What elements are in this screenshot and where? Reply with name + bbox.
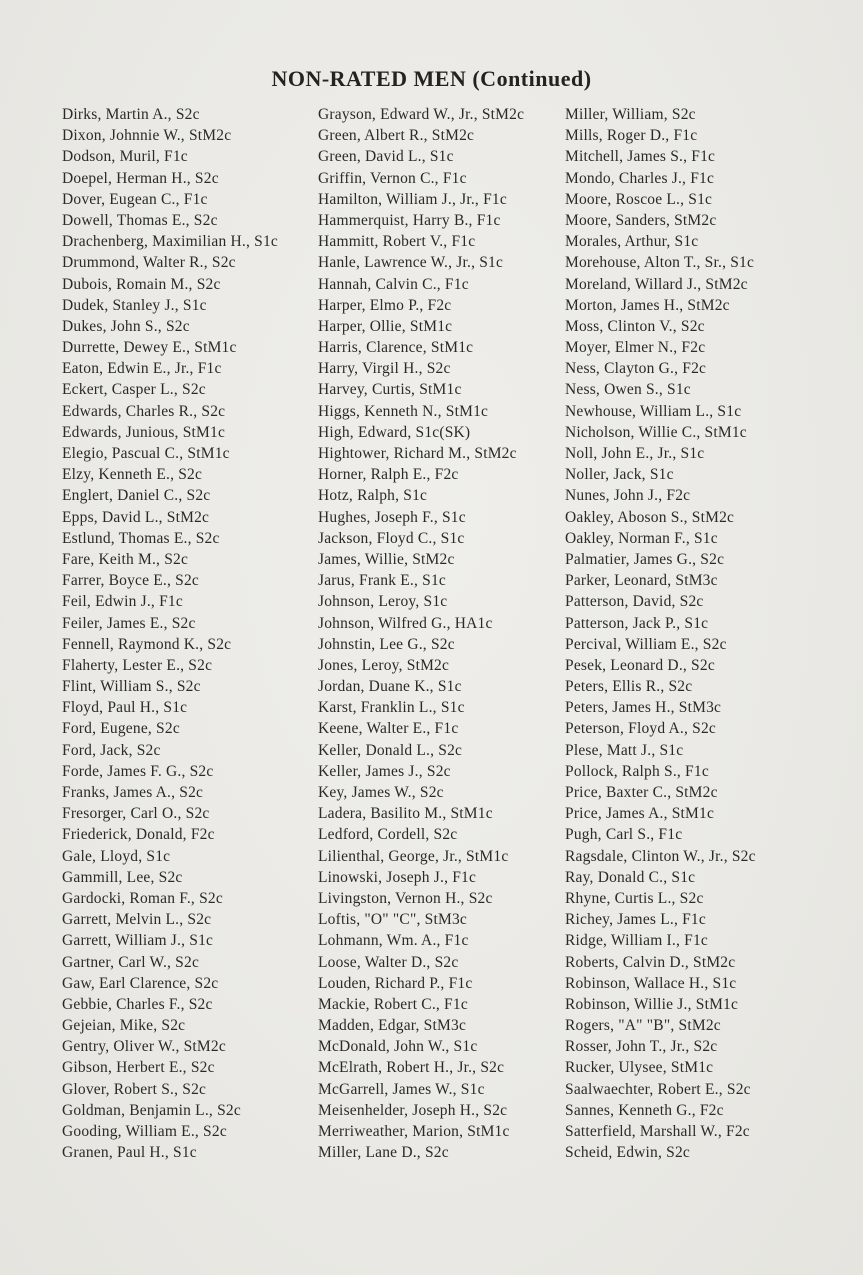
roster-entry: Keene, Walter E., F1c — [318, 720, 459, 738]
roster-entry: Palmatier, James G., S2c — [565, 550, 725, 568]
page-title: NON-RATED MEN (Continued) — [271, 66, 592, 91]
roster-entry: Johnstin, Lee G., S2c — [318, 635, 455, 653]
roster-entry: Gibson, Herbert E., S2c — [62, 1059, 215, 1077]
roster-entry: Ness, Owen S., S1c — [565, 381, 691, 399]
roster-entry: Harper, Ollie, StM1c — [318, 317, 453, 335]
roster-entry: Feil, Edwin J., F1c — [62, 593, 183, 611]
roster-entry: Moore, Roscoe L., S1c — [565, 190, 713, 208]
roster-entry: Moore, Sanders, StM2c — [565, 211, 717, 229]
roster-entry: Ness, Clayton G., F2c — [565, 360, 707, 378]
roster-column-2 — [318, 104, 565, 1163]
roster-entry: Sannes, Kenneth G., F2c — [565, 1101, 724, 1119]
roster-entry: Scheid, Edwin, S2c — [565, 1144, 691, 1162]
roster-entry: Madden, Edgar, StM3c — [318, 1017, 467, 1035]
roster-entry: Dukes, John S., S2c — [62, 317, 190, 335]
roster-entry: Pugh, Carl S., F1c — [565, 826, 683, 844]
roster-entry: Moyer, Elmer N., F2c — [565, 339, 706, 357]
roster-entry: Hotz, Ralph, S1c — [318, 487, 428, 505]
roster-entry: McGarrell, James W., S1c — [318, 1080, 485, 1098]
roster-entry: Dowell, Thomas E., S2c — [62, 211, 218, 229]
roster-entry: Epps, David L., StM2c — [62, 508, 210, 526]
roster-entry: Nunes, John J., F2c — [565, 487, 691, 505]
roster-entry: Morales, Arthur, S1c — [565, 233, 699, 251]
roster-entry: Drachenberg, Maximilian H., S1c — [62, 233, 278, 251]
roster-entry: Patterson, Jack P., S1c — [565, 614, 709, 632]
roster-entry: Gaw, Earl Clarence, S2c — [62, 974, 219, 992]
roster-entry: Noll, John E., Jr., S1c — [565, 445, 705, 462]
roster-entry: Flint, William S., S2c — [62, 678, 201, 696]
roster-entry: Hanle, Lawrence W., Jr., S1c — [318, 254, 504, 272]
roster-entry: Pesek, Leonard D., S2c — [565, 656, 715, 674]
roster-entry: Farrer, Boyce E., S2c — [62, 572, 200, 590]
roster-entry: Plese, Matt J., S1c — [565, 741, 684, 759]
roster-entry: Miller, Lane D., S2c — [318, 1144, 449, 1162]
roster-entry: Edwards, Charles R., S2c — [62, 402, 226, 420]
roster-entry: Rogers, "A" "B", StM2c — [565, 1017, 721, 1035]
roster-entry: Loose, Walter D., S2c — [318, 953, 459, 971]
roster-entry: Griffin, Vernon C., F1c — [318, 169, 467, 187]
roster-entry: Dixon, Johnnie W., StM2c — [62, 127, 232, 145]
roster-entry: Gentry, Oliver W., StM2c — [62, 1038, 226, 1056]
roster-entry: Granen, Paul H., S1c — [62, 1144, 197, 1162]
roster-entry: Mills, Roger D., F1c — [565, 127, 698, 145]
roster-columns — [62, 104, 823, 1163]
roster-entry: Nicholson, Willie C., StM1c — [565, 423, 747, 441]
roster-entry: Hammerquist, Harry B., F1c — [318, 211, 501, 229]
roster-entry: Eaton, Edwin E., Jr., F1c — [62, 360, 222, 378]
roster-entry: Jackson, Floyd C., S1c — [318, 529, 465, 547]
roster-entry: Hightower, Richard M., StM2c — [318, 445, 517, 462]
roster-entry: Ridge, William I., F1c — [565, 932, 708, 950]
roster-entry: Gooding, William E., S2c — [62, 1123, 227, 1140]
roster-entry: James, Willie, StM2c — [318, 550, 455, 568]
roster-entry: Doepel, Herman H., S2c — [62, 169, 219, 187]
roster-entry: Peters, Ellis R., S2c — [565, 678, 693, 696]
roster-entry: Lohmann, Wm. A., F1c — [318, 932, 469, 950]
roster-entry: Karst, Franklin L., S1c — [318, 699, 465, 717]
roster-entry: Elegio, Pascual C., StM1c — [62, 445, 230, 462]
roster-entry: Robinson, Wallace H., S1c — [565, 974, 737, 992]
roster-entry: Robinson, Willie J., StM1c — [565, 995, 739, 1013]
roster-entry: Meisenhelder, Joseph H., S2c — [318, 1101, 508, 1119]
roster-entry: Ray, Donald C., S1c — [565, 868, 696, 886]
roster-entry: Oakley, Aboson S., StM2c — [565, 508, 735, 526]
roster-entry: Hammitt, Robert V., F1c — [318, 233, 476, 251]
roster-entry: Gale, Lloyd, S1c — [62, 847, 171, 865]
roster-entry: Moss, Clinton V., S2c — [565, 317, 705, 335]
roster-entry: Grayson, Edward W., Jr., StM2c — [318, 106, 525, 123]
roster-entry: Green, David L., S1c — [318, 148, 454, 166]
roster-entry: Drummond, Walter R., S2c — [62, 254, 236, 272]
roster-entry: Gardocki, Roman F., S2c — [62, 889, 223, 907]
roster-entry: Johnson, Leroy, S1c — [318, 593, 448, 611]
roster-entry: Merriweather, Marion, StM1c — [318, 1123, 510, 1140]
roster-entry: Noller, Jack, S1c — [565, 466, 674, 484]
roster-entry: Richey, James L., F1c — [565, 911, 706, 929]
roster-entry: Jones, Leroy, StM2c — [318, 656, 450, 674]
roster-entry: Rhyne, Curtis L., S2c — [565, 889, 704, 907]
roster-entry: Parker, Leonard, StM3c — [565, 572, 718, 590]
roster-entry: Garrett, Melvin L., S2c — [62, 911, 212, 929]
roster-entry: Friederick, Donald, F2c — [62, 826, 215, 844]
roster-entry: Jordan, Duane K., S1c — [318, 678, 462, 696]
roster-entry: Eckert, Casper L., S2c — [62, 381, 206, 399]
roster-entry: Peters, James H., StM3c — [565, 699, 722, 717]
roster-entry: Durrette, Dewey E., StM1c — [62, 339, 237, 357]
roster-entry: Miller, William, S2c — [565, 106, 696, 123]
roster-entry: Percival, William E., S2c — [565, 635, 727, 653]
roster-entry: Mondo, Charles J., F1c — [565, 169, 715, 187]
roster-entry: Linowski, Joseph J., F1c — [318, 868, 477, 886]
roster-entry: Louden, Richard P., F1c — [318, 974, 473, 992]
roster-entry: Rucker, Ulysee, StM1c — [565, 1059, 714, 1077]
roster-entry: Feiler, James E., S2c — [62, 614, 196, 632]
roster-entry: Garrett, William J., S1c — [62, 932, 214, 950]
roster-entry: Glover, Robert S., S2c — [62, 1080, 207, 1098]
roster-entry: Saalwaechter, Robert E., S2c — [565, 1080, 751, 1098]
roster-entry: Hamilton, William J., Jr., F1c — [318, 190, 507, 208]
roster-entry: McDonald, John W., S1c — [318, 1038, 478, 1056]
roster-entry: Hughes, Joseph F., S1c — [318, 508, 466, 526]
roster-entry: Lilienthal, George, Jr., StM1c — [318, 847, 509, 865]
roster-entry: Ledford, Cordell, S2c — [318, 826, 458, 844]
roster-entry: Keller, James J., S2c — [318, 762, 451, 780]
roster-entry: Price, Baxter C., StM2c — [565, 784, 718, 801]
roster-entry: Dover, Eugean C., F1c — [62, 190, 208, 208]
roster-entry: Satterfield, Marshall W., F2c — [565, 1123, 750, 1140]
roster-entry: Ragsdale, Clinton W., Jr., S2c — [565, 847, 756, 865]
roster-entry: Goldman, Benjamin L., S2c — [62, 1101, 241, 1119]
roster-entry: Ford, Jack, S2c — [62, 741, 161, 759]
roster-entry: Harry, Virgil H., S2c — [318, 360, 451, 378]
roster-entry: Morehouse, Alton T., Sr., S1c — [565, 254, 755, 272]
roster-entry: Loftis, "O" "C", StM3c — [318, 911, 467, 929]
roster-entry: Mackie, Robert C., F1c — [318, 995, 468, 1013]
roster-entry: Franks, James A., S2c — [62, 784, 204, 801]
roster-entry: Ford, Eugene, S2c — [62, 720, 180, 738]
roster-entry: Elzy, Kenneth E., S2c — [62, 466, 203, 484]
roster-entry: Moreland, Willard J., StM2c — [565, 275, 748, 293]
roster-entry: Key, James W., S2c — [318, 784, 444, 801]
roster-entry: Gartner, Carl W., S2c — [62, 953, 200, 971]
roster-entry: Newhouse, William L., S1c — [565, 402, 742, 420]
roster-column-3 — [565, 104, 823, 1163]
roster-entry: Roberts, Calvin D., StM2c — [565, 953, 736, 971]
roster-entry: Johnson, Wilfred G., HA1c — [318, 614, 493, 632]
roster-entry: Flaherty, Lester E., S2c — [62, 656, 213, 674]
roster-entry: Mitchell, James S., F1c — [565, 148, 716, 166]
roster-entry: Patterson, David, S2c — [565, 593, 704, 611]
roster-entry: Pollock, Ralph S., F1c — [565, 762, 709, 780]
roster-entry: Fresorger, Carl O., S2c — [62, 805, 210, 823]
roster-entry: Morton, James H., StM2c — [565, 296, 730, 314]
roster-entry: Rosser, John T., Jr., S2c — [565, 1038, 718, 1056]
roster-entry: Oakley, Norman F., S1c — [565, 529, 718, 547]
roster-entry: Green, Albert R., StM2c — [318, 127, 475, 145]
roster-entry: Harris, Clarence, StM1c — [318, 339, 474, 357]
roster-entry: Higgs, Kenneth N., StM1c — [318, 402, 489, 420]
roster-entry: Dudek, Stanley J., S1c — [62, 296, 207, 314]
roster-entry: Dodson, Muril, F1c — [62, 148, 188, 166]
roster-entry: Fennell, Raymond K., S2c — [62, 635, 232, 653]
roster-column-1 — [62, 104, 318, 1163]
roster-entry: Livingston, Vernon H., S2c — [318, 889, 493, 907]
roster-entry: Dirks, Martin A., S2c — [62, 106, 200, 123]
roster-entry: Harvey, Curtis, StM1c — [318, 381, 462, 399]
roster-entry: Forde, James F. G., S2c — [62, 762, 214, 780]
roster-entry: Ladera, Basilito M., StM1c — [318, 805, 493, 823]
roster-entry: Price, James A., StM1c — [565, 805, 715, 823]
roster-entry: Fare, Keith M., S2c — [62, 550, 189, 568]
roster-entry: Peterson, Floyd A., S2c — [565, 720, 716, 738]
roster-entry: Gebbie, Charles F., S2c — [62, 995, 213, 1013]
roster-entry: High, Edward, S1c(SK) — [318, 423, 471, 441]
roster-entry: Edwards, Junious, StM1c — [62, 423, 226, 441]
roster-entry: Jarus, Frank E., S1c — [318, 572, 446, 590]
roster-entry: Horner, Ralph E., F2c — [318, 466, 459, 484]
roster-entry: Keller, Donald L., S2c — [318, 741, 463, 759]
roster-entry: Gammill, Lee, S2c — [62, 868, 183, 886]
roster-entry: Englert, Daniel C., S2c — [62, 487, 211, 505]
roster-entry: Dubois, Romain M., S2c — [62, 275, 221, 293]
roster-entry: Harper, Elmo P., F2c — [318, 296, 452, 314]
roster-entry: Estlund, Thomas E., S2c — [62, 529, 220, 547]
roster-entry: Hannah, Calvin C., F1c — [318, 275, 469, 293]
roster-entry: Gejeian, Mike, S2c — [62, 1017, 186, 1035]
roster-entry: McElrath, Robert H., Jr., S2c — [318, 1059, 505, 1077]
roster-entry: Floyd, Paul H., S1c — [62, 699, 188, 717]
